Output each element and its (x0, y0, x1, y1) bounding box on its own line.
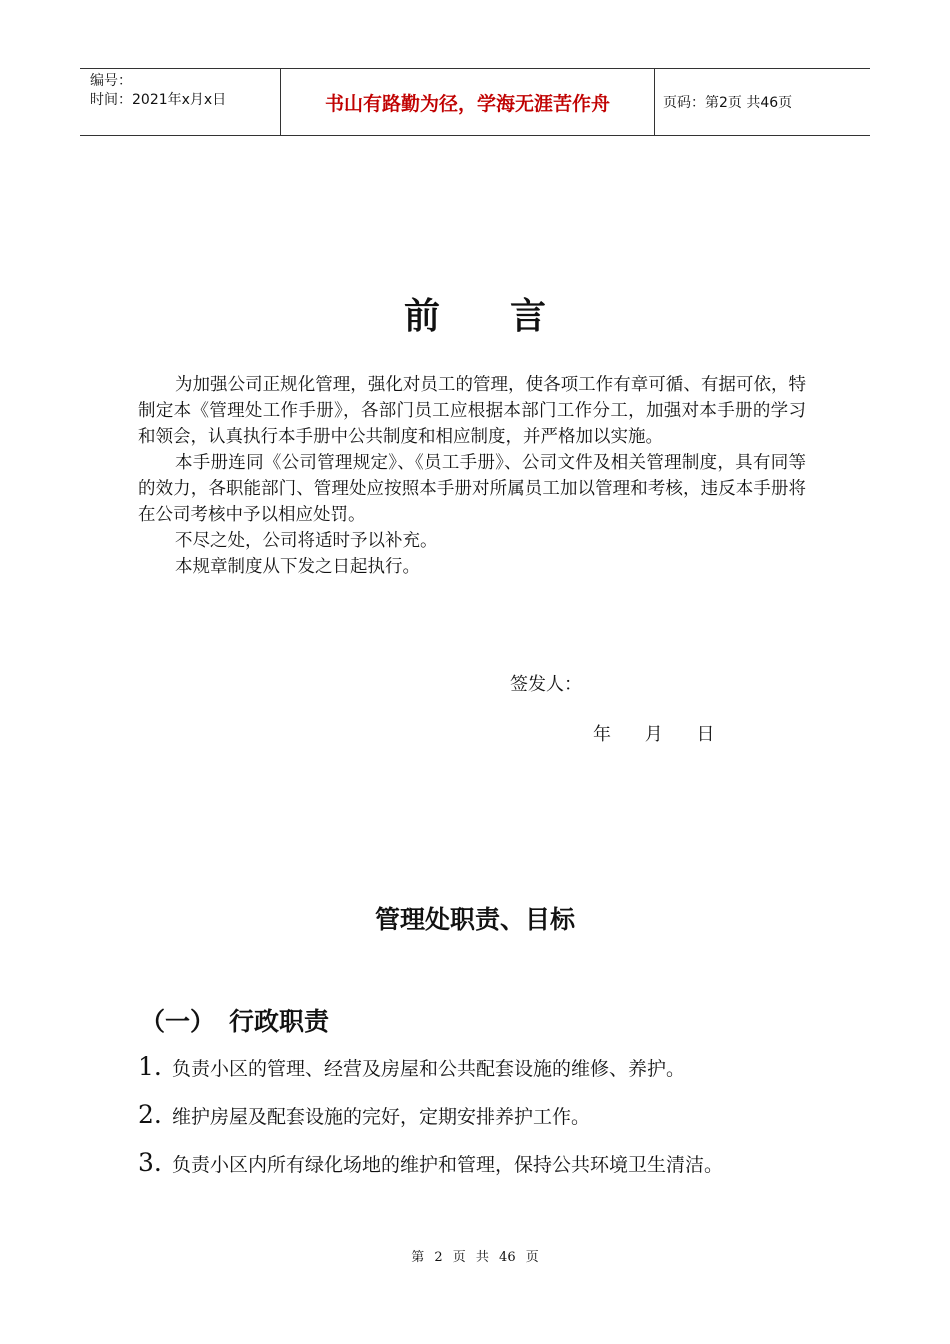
subsection-title: 行政职责 (229, 1007, 330, 1036)
preface-paragraph: 本规章制度从下发之日起执行。 (175, 557, 420, 577)
list-item-number: 2. (138, 1100, 162, 1129)
date-label: 年 月 日 (593, 724, 715, 745)
header-motto: 书山有路勤为径，学海无涯苦作舟 (281, 69, 655, 135)
preface-paragraph: 不尽之处，公司将适时予以补充。 (175, 531, 438, 551)
subsection-number: （一） (140, 1007, 216, 1036)
list-item (138, 1100, 838, 1148)
document-header (80, 68, 870, 136)
list-item-text: 负责小区内所有绿化场地的维护和管理，保持公共环境卫生清洁。 (172, 1154, 724, 1176)
header-page-info: 页码：第2页 共46页 (663, 95, 793, 111)
list-item (138, 1148, 838, 1196)
page-footer: 第 2 页 共 46 页 (411, 1250, 539, 1265)
header-number-label: 编号： (90, 73, 132, 89)
preface-paragraph: 为加强公司正规化管理，强化对员工的管理，使各项工作有章可循、有据可依，特制定本《管理处工作手册》，各部门员工应根据本部门工作分工，加强对本手册的学习和领会，认真执行本手册中公共制度和相应制度，并严格加以实施。 (138, 375, 806, 447)
list-item-text: 负责小区的管理、经营及房屋和公共配套设施的维修、养护。 (172, 1058, 686, 1080)
subsection-heading (140, 1002, 329, 1038)
list-item-number: 3. (138, 1148, 162, 1177)
list-item-number: 1. (138, 1052, 162, 1081)
preface-title: 前言 (403, 296, 616, 337)
section-title: 管理处职责、目标 (374, 905, 575, 934)
signer-label: 签发人： (510, 674, 582, 695)
preface-body (138, 372, 806, 580)
duty-list (138, 1052, 838, 1196)
list-item (138, 1052, 838, 1100)
header-meta (80, 69, 281, 135)
preface-paragraph: 本手册连同《公司管理规定》、《员工手册》、公司文件及相关管理制度，具有同等的效力，各职能部门、管理处应按照本手册对所属员工加以管理和考核，违反本手册将在公司考核中予以相应处罚。 (138, 453, 806, 525)
header-time-label: 时间：2021年x月x日 (90, 92, 227, 108)
list-item-text: 维护房屋及配套设施的完好，定期安排养护工作。 (172, 1106, 591, 1128)
